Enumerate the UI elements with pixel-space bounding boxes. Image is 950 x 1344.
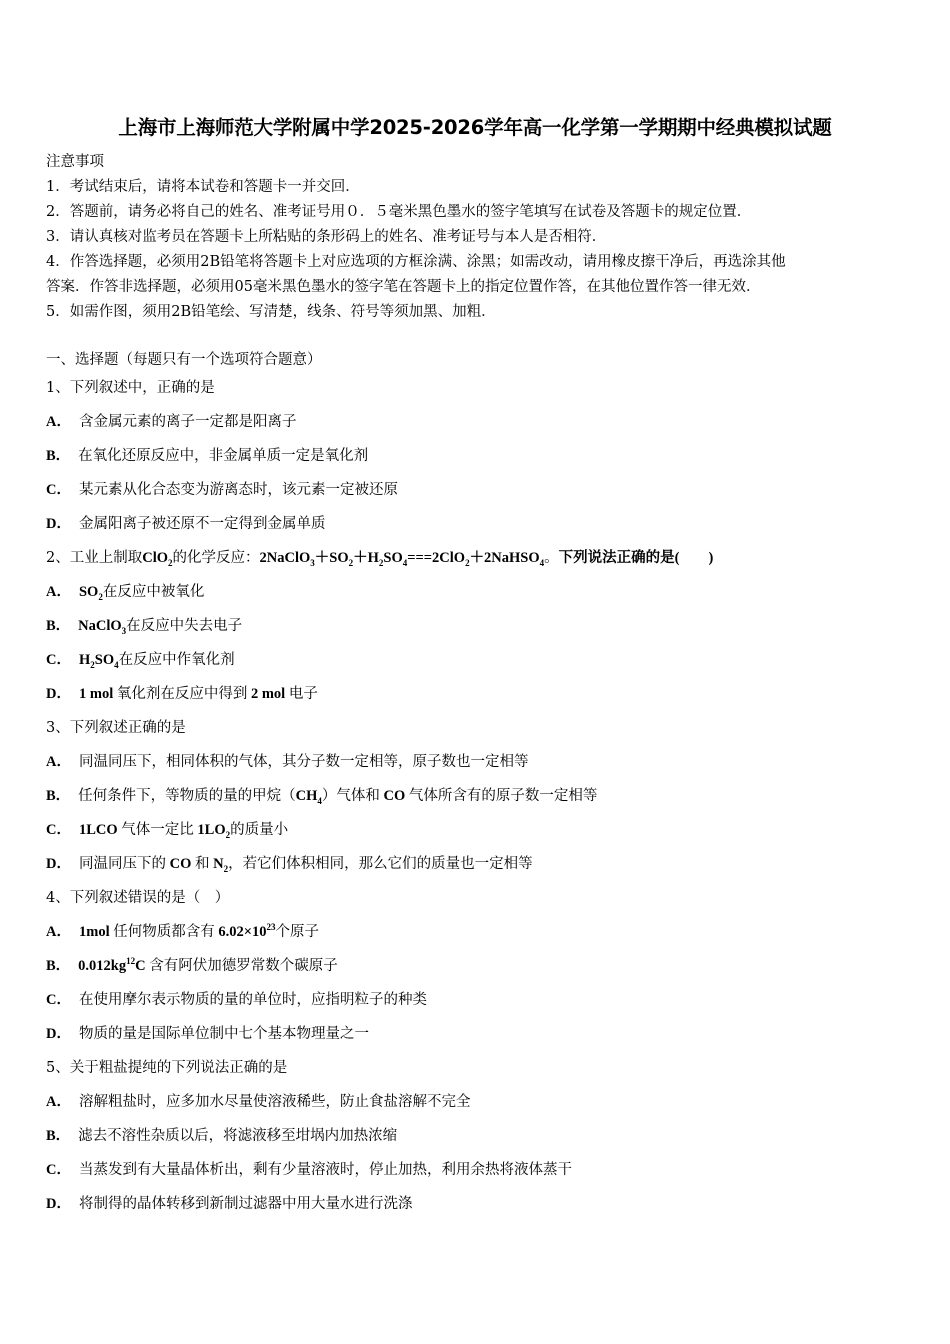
question-option: B． NaClO$_3$在反应中失去电子 [46, 618, 243, 636]
option-text: 金属阳离子被还原不一定得到金属单质 [78, 516, 326, 532]
option-letter: A． [46, 754, 71, 770]
option-text: 某元素从化合态变为游离态时，该元素一定被还原 [78, 482, 398, 498]
option-letter: A． [46, 924, 71, 940]
question-option: A． $SO_2$在反应中被氧化 [46, 584, 205, 602]
option-text: 在使用摩尔表示物质的量的单位时，应指明粒子的种类 [78, 992, 427, 1008]
question-option [46, 410, 916, 431]
question-option [46, 1022, 916, 1043]
question-option [46, 1158, 916, 1179]
option-letter: D． [46, 1026, 71, 1042]
option-letter: D． [46, 856, 71, 872]
option-letter: C． [46, 652, 71, 668]
option-text: 物质的量是国际单位制中七个基本物理量之一 [78, 1026, 369, 1042]
question-option: D． 同温同压下的 CO 和 $N_2$，若它们体积相同，那么它们的质量也一定相等 [46, 856, 533, 874]
stem-prefix: 2、工业上制取 [46, 550, 143, 566]
stem-suffix: 下列说法正确的是( ) [558, 550, 714, 566]
option-letter: B． [46, 788, 71, 804]
option-letter: D． [46, 516, 71, 532]
option-text: 含金属元素的离子一定都是阳离子 [78, 414, 297, 430]
option-text: 同温同压下，相同体积的气体，其分子数一定相等，原子数也一定相等 [78, 754, 529, 770]
question-option: C． $H_2SO_4$在反应中作氧化剂 [46, 652, 235, 670]
option-letter: B． [46, 618, 71, 634]
option-letter: C． [46, 992, 71, 1008]
question-option: B． 任何条件下，等物质的量的甲烷$(CH_4)$气体和 CO 气体所含有的原子数一定相等 [46, 788, 598, 806]
notice-item: 答案．作答非选择题，必须用05毫米黑色墨水的签字笔在答题卡上的指定位置作答，在其他位置作答一律无效． [46, 279, 761, 295]
question-option [46, 444, 916, 465]
question-stem: 4、下列叙述错误的是（ ） [46, 890, 230, 906]
question-option [46, 750, 916, 771]
option-text: 当蒸发到有大量晶体析出，剩有少量溶液时，停止加热，利用余热将液体蒸干 [78, 1162, 572, 1178]
notice-item: 2．答题前，请务必将自己的姓名、准考证号用０．５毫米黑色墨水的签字笔填写在试卷及答题卡的规定位置． [46, 204, 752, 220]
option-letter: A． [46, 584, 71, 600]
option-letter: B． [46, 1128, 71, 1144]
question-stem: 3、下列叙述正确的是 [46, 720, 186, 736]
question-option: B． $0.012kg^{12}C$ 含有阿伏加德罗常数个碳原子 [46, 956, 338, 974]
option-letter: C． [46, 1162, 71, 1178]
option-letter: D． [46, 686, 71, 702]
question-option [46, 988, 916, 1009]
question-option [46, 1192, 916, 1213]
option-text: 在氧化还原反应中，非金属单质一定是氧化剂 [78, 448, 369, 464]
option-letter: B． [46, 958, 71, 974]
option-letter: D． [46, 1196, 71, 1212]
question-option: A． 1mol 任何物质都含有 $6.02\times 10^{23}$个原子 [46, 922, 319, 940]
notice-item: 3．请认真核对监考员在答题卡上所粘贴的条形码上的姓名、准考证号与本人是否相符． [46, 229, 607, 245]
question-stem: 5、关于粗盐提纯的下列说法正确的是 [46, 1060, 288, 1076]
option-letter: B． [46, 448, 71, 464]
option-letter: A． [46, 1094, 71, 1110]
question-stem: 1、下列叙述中，正确的是 [46, 380, 215, 396]
notice-item: 1．考试结束后，请将本试卷和答题卡一并交回． [46, 179, 360, 195]
option-letter: C． [46, 822, 71, 838]
option-letter: C． [46, 482, 71, 498]
question-option [46, 512, 916, 533]
option-text: 将制得的晶体转移到新制过滤器中用大量水进行洗涤 [78, 1196, 413, 1212]
section-heading: 一、选择题（每题只有一个选项符合题意） [46, 352, 322, 368]
question-stem: 2、工业上制取ClO$_2$的化学反应：$2NaClO_3+SO_2+H_2SO_4===2ClO_2+2NaHSO_4$。下列说法正确的是( ) [46, 550, 714, 568]
notice-block [46, 150, 906, 325]
notice-heading: 注意事项 [46, 154, 104, 170]
notice-item: 5．如需作图，须用2B铅笔绘、写清楚，线条、符号等须加黑、加粗． [46, 304, 496, 320]
question-option: D． 1 mol 氧化剂在反应中得到 2 mol 电子 [46, 686, 318, 702]
option-letter: A． [46, 414, 71, 430]
question-option [46, 1124, 916, 1145]
page-title: 上海市上海师范大学附属中学2025-2026学年高一化学第一学期期中经典模拟试题 [118, 116, 832, 139]
option-text: 溶解粗盐时，应多加水尽量使溶液稀些，防止食盐溶解不完全 [78, 1094, 471, 1110]
question-option [46, 478, 916, 499]
notice-item: 4．作答选择题，必须用2B铅笔将答题卡上对应选项的方框涂满、涂黑；如需改动，请用橡皮擦干净后，再选涂其他 [46, 254, 786, 270]
question-option [46, 1090, 916, 1111]
question-option: C． 1LCO 气体一定比 $1LO_2$的质量小 [46, 822, 289, 840]
option-text: 滤去不溶性杂质以后，将滤液移至坩埚内加热浓缩 [78, 1128, 398, 1144]
